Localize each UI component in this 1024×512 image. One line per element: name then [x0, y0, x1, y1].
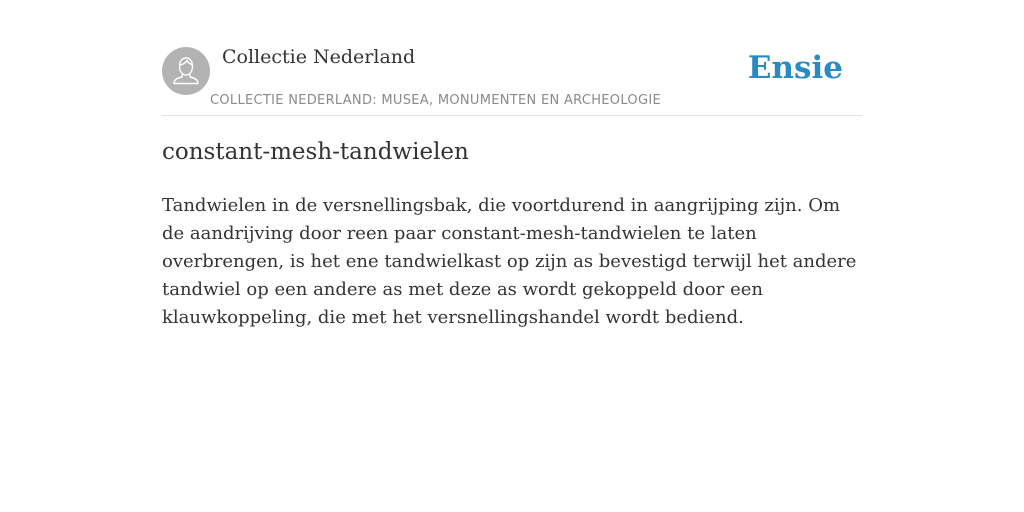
entry-header	[162, 40, 862, 116]
entry-title: constant-mesh-tandwielen	[162, 139, 469, 165]
author-name[interactable]: Collectie Nederland	[222, 46, 416, 68]
brand-logo[interactable]: Ensie	[747, 50, 843, 86]
user-icon	[162, 47, 210, 95]
avatar[interactable]	[162, 47, 210, 95]
entry-definition: Tandwielen in de versnellingsbak, die voortdurend in aangrijping zijn. Om de aandrijving door reen paar constant-mesh-tandwielen te laten overbrengen, is het ene tandwielkast op zijn as bevestigd terwijl het andere tandwiel op een andere as met deze as wordt gekoppeld door een klauwkoppeling, die met het versnellingshandel wordt bediend.	[162, 195, 857, 328]
source-subtitle[interactable]: COLLECTIE NEDERLAND: MUSEA, MONUMENTEN EN ARCHEOLOGIE	[210, 93, 661, 108]
